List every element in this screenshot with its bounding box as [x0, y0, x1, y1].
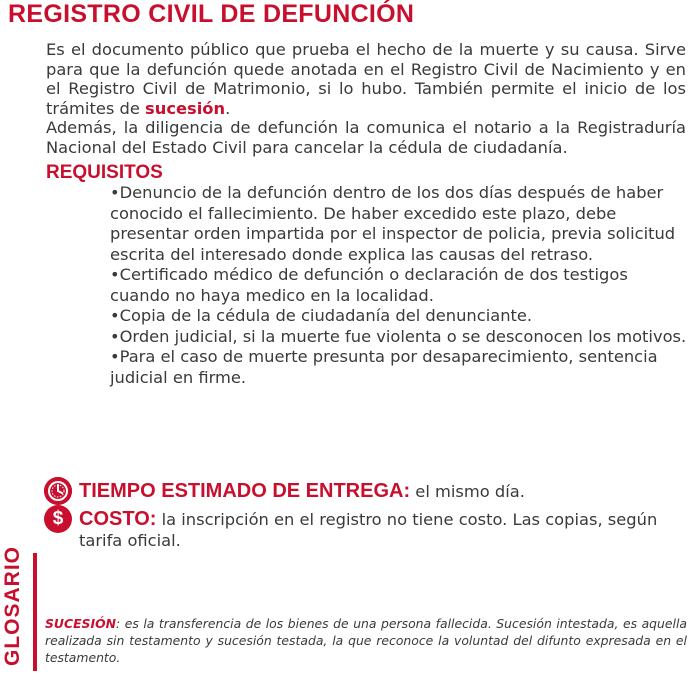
costo-text: [79, 505, 684, 551]
tiempo-value: el mismo día.: [410, 482, 525, 501]
costo-row: [44, 505, 684, 551]
glosario-term: SUCESIÓN: [45, 616, 116, 631]
costo-label: COSTO:: [79, 508, 157, 530]
dollar-icon: $: [44, 505, 72, 533]
intro-paragraph-1: [46, 40, 686, 118]
tiempo-row: [44, 477, 525, 505]
costo-value: la inscripción en el registro no tiene costo. Las copias, según tarifa oficial.: [79, 510, 658, 550]
sucesion-highlight: sucesión: [145, 98, 226, 118]
requisito-item: •Orden judicial, si la muerte fue violenta o se desconocen los motivos.: [110, 326, 687, 346]
clock-icon: [44, 477, 72, 505]
requisito-item: •Para el caso de muerte presunta por desaparecimiento, sentencia judicial en firme.: [110, 347, 658, 387]
glosario-divider: [33, 553, 37, 671]
requisito-item: •Copia de la cédula de ciudadanía del denunciante.: [110, 306, 533, 325]
glosario-label: GLOSARIO: [1, 545, 24, 666]
intro-text-1: Es el documento público que prueba el hecho de la muerte y su causa. Sirve para que la defunción quede anotada en el Registro Civil de Nacimiento y en el Registro Civil de Matrimonio, si lo hubo. También permite el inicio de los trámites de: [46, 40, 686, 118]
requisito-item: •Certificado médico de defunción o declaración de dos testigos cuando no haya medico en la localidad.: [110, 265, 628, 305]
intro-text-1-end: .: [225, 98, 231, 118]
tiempo-label: TIEMPO ESTIMADO DE ENTREGA:: [79, 480, 411, 502]
requisitos-heading: REQUISITOS: [46, 162, 163, 183]
tiempo-text: [79, 477, 525, 503]
requisito-item: •Denuncio de la defunción dentro de los dos días después de haber conocido el fallecimiento. De haber excedido este plazo, debe presentar orden impartida por el inspector de policia, previa solicitud escrita del interesado donde explica las causas del retraso.: [110, 183, 676, 264]
page-title: REGISTRO CIVIL DE DEFUNCIÓN: [8, 0, 415, 28]
requisitos-list: [110, 183, 690, 388]
glosario-definition: [45, 615, 687, 666]
intro-paragraph-2: Además, la diligencia de defunción la comunica el notario a la Registraduría Nacional del Estado Civil para cancelar la cédula de ciudadanía.: [46, 118, 686, 157]
glosario-definition-text: : es la transferencia de los bienes de una persona fallecida. Sucesión intestada, es aquella realizada sin testamento y sucesión testada, la que reconoce la voluntad del difunto expresada en el testamento.: [45, 616, 687, 665]
intro-section: [46, 40, 686, 157]
